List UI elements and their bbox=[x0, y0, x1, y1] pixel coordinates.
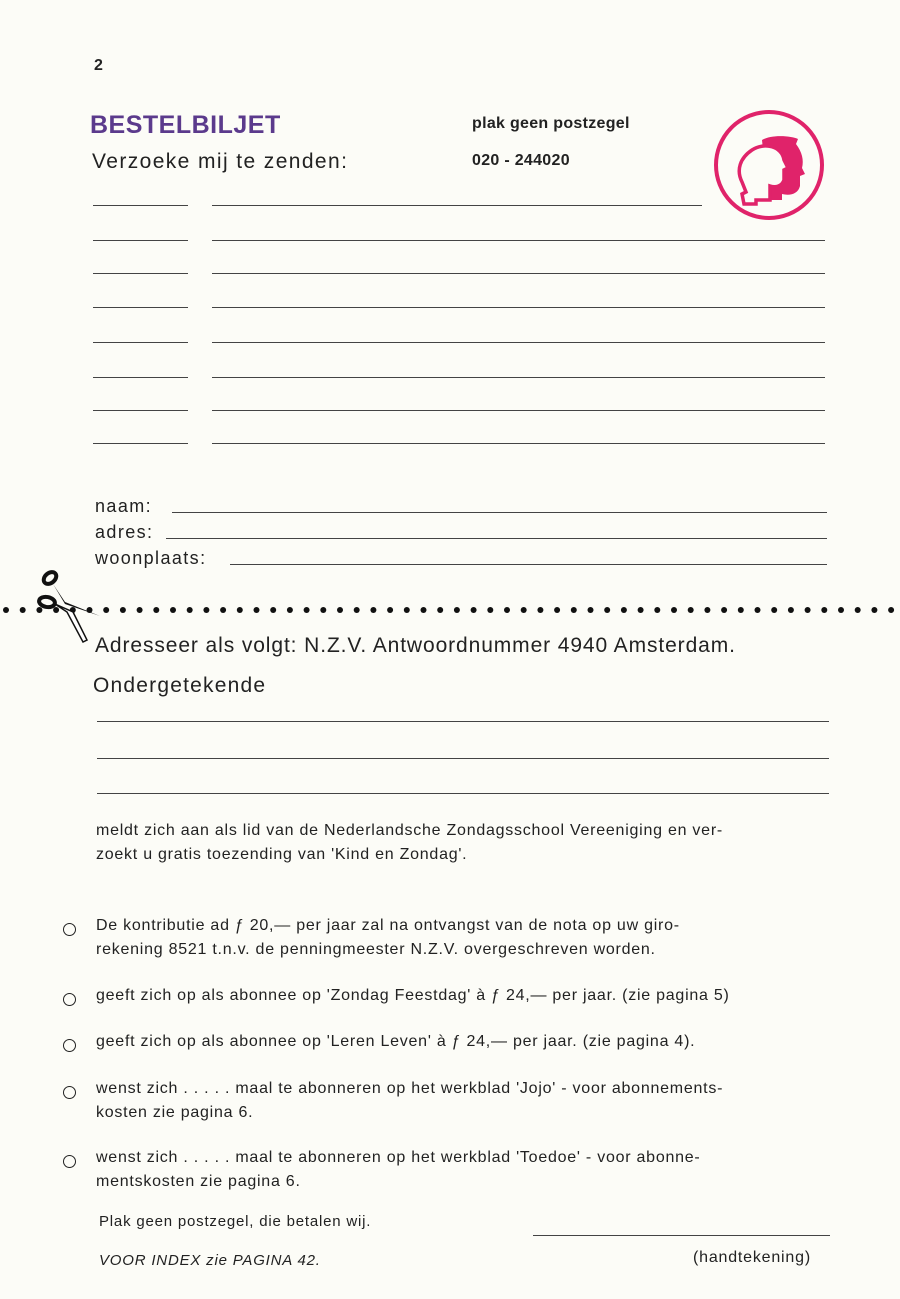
order-item-line[interactable] bbox=[212, 342, 825, 343]
name-label: naam: bbox=[95, 496, 153, 516]
cut-line bbox=[0, 603, 900, 617]
order-item-line[interactable] bbox=[212, 240, 825, 241]
address-label: adres: bbox=[95, 522, 154, 542]
form-title: BESTELBILJET bbox=[90, 111, 281, 139]
scissors-icon bbox=[15, 568, 105, 648]
option-text: kosten zie pagina 6. bbox=[96, 1104, 254, 1121]
body-text-line1: meldt zich aan als lid van de Nederlandsche Zondagsschool Vereeniging en ver- bbox=[96, 822, 723, 839]
option-radio-jojo[interactable] bbox=[63, 1086, 76, 1099]
signature-label: (handtekening) bbox=[693, 1249, 811, 1266]
address-field[interactable] bbox=[166, 538, 827, 539]
order-quantity-line[interactable] bbox=[93, 410, 188, 411]
option-radio-leren-leven[interactable] bbox=[63, 1039, 76, 1052]
order-quantity-line[interactable] bbox=[93, 273, 188, 274]
option-text: wenst zich . . . . . maal te abonneren op het werkblad 'Jojo' - voor abonnements- bbox=[96, 1080, 724, 1097]
order-item-line[interactable] bbox=[212, 273, 825, 274]
order-item-line[interactable] bbox=[212, 410, 825, 411]
phone-number: 020 - 244020 bbox=[472, 152, 570, 169]
order-item-line[interactable] bbox=[212, 307, 825, 308]
name-field[interactable] bbox=[172, 512, 827, 513]
address-instruction: Adresseer als volgt: N.Z.V. Antwoordnummer 4940 Amsterdam. bbox=[95, 634, 736, 657]
undersigned-label: Ondergetekende bbox=[93, 674, 267, 697]
option-text: geeft zich op als abonnee op 'Zondag Feestdag' à ƒ 24,— per jaar. (zie pagina 5) bbox=[96, 987, 730, 1004]
option-text: rekening 8521 t.n.v. de penningmeester N.Z.V. overgeschreven worden. bbox=[96, 941, 656, 958]
stamp-note: plak geen postzegel bbox=[472, 115, 630, 132]
option-radio-zondag-feestdag[interactable] bbox=[63, 993, 76, 1006]
order-item-line[interactable] bbox=[212, 443, 825, 444]
city-label: woonplaats: bbox=[95, 548, 207, 568]
option-text: wenst zich . . . . . maal te abonneren op het werkblad 'Toedoe' - voor abonne- bbox=[96, 1149, 701, 1166]
order-quantity-line[interactable] bbox=[93, 307, 188, 308]
option-text: De kontributie ad ƒ 20,— per jaar zal na ontvangst van de nota op uw giro- bbox=[96, 917, 680, 934]
undersigned-line-3[interactable] bbox=[97, 793, 829, 794]
nzv-logo bbox=[712, 108, 826, 222]
no-stamp-note: Plak geen postzegel, die betalen wij. bbox=[99, 1213, 372, 1230]
order-quantity-line[interactable] bbox=[93, 443, 188, 444]
undersigned-line-1[interactable] bbox=[97, 721, 829, 722]
option-radio-contribution[interactable] bbox=[63, 923, 76, 936]
order-quantity-line[interactable] bbox=[93, 342, 188, 343]
index-note: VOOR INDEX zie PAGINA 42. bbox=[99, 1252, 321, 1269]
order-quantity-line[interactable] bbox=[93, 377, 188, 378]
option-text: mentskosten zie pagina 6. bbox=[96, 1173, 301, 1190]
signature-field[interactable] bbox=[533, 1235, 830, 1236]
option-text: geeft zich op als abonnee op 'Leren Leven' à ƒ 24,— per jaar. (zie pagina 4). bbox=[96, 1033, 696, 1050]
page-number: 2 bbox=[94, 57, 104, 74]
order-item-line[interactable] bbox=[212, 205, 702, 206]
order-quantity-line[interactable] bbox=[93, 240, 188, 241]
order-item-line[interactable] bbox=[212, 377, 825, 378]
undersigned-line-2[interactable] bbox=[97, 758, 829, 759]
form-subtitle: Verzoeke mij te zenden: bbox=[92, 150, 349, 173]
order-quantity-line[interactable] bbox=[93, 205, 188, 206]
body-text-line2: zoekt u gratis toezending van 'Kind en Zondag'. bbox=[96, 846, 468, 863]
city-field[interactable] bbox=[230, 564, 827, 565]
option-radio-toedoe[interactable] bbox=[63, 1155, 76, 1168]
